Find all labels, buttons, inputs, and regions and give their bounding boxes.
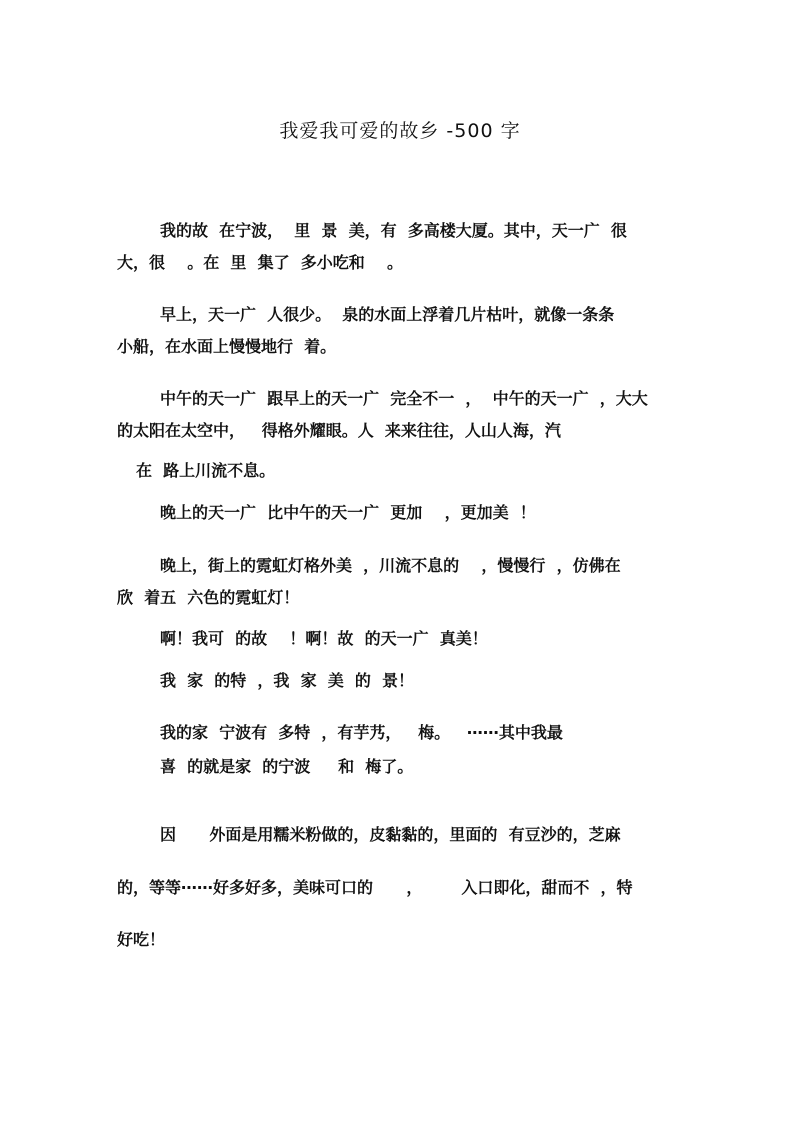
paragraph-line: 大，很 。在 里 集了 多小吃和 。 <box>117 253 403 272</box>
paragraph-line: 晚上的天一广 比中午的天一广 更加 ，更加美 ！ <box>160 503 536 522</box>
paragraph-line: 小船，在水面上慢慢地行 着。 <box>117 337 337 356</box>
paragraph-line: 欣 着五 六色的霓虹灯！ <box>117 588 300 607</box>
document-title: 我爱我可爱的故乡 -500 字 <box>279 120 521 142</box>
paragraph-line: 好吃！ <box>117 930 166 949</box>
paragraph-line: 我的家 宁波有 多特 ，有芋艿， 梅。 ⋯⋯其中我最 <box>160 723 563 742</box>
paragraph-line: 的，等等⋯⋯好多好多，美味可口的 ， 入口即化，甜而不 ，特 <box>117 878 633 897</box>
paragraph-line: 我 家 的特 ，我 家 美 的 景！ <box>160 671 414 690</box>
paragraph-line: 早上，天一广 人很少。 泉的水面上浮着几片枯叶，就像一条条 <box>160 305 615 324</box>
paragraph-line: 晚上，街上的霓虹灯格外美 ，川流不息的 ，慢慢行 ，仿佛在 <box>160 556 621 575</box>
paragraph-line: 喜 的就是家 的宁波 和 梅了。 <box>160 757 414 776</box>
paragraph-line: 因 外面是用糯米粉做的，皮黏黏的，里面的 有豆沙的，芝麻 <box>160 825 621 844</box>
paragraph-line: 我的故 在宁波， 里 景 美，有 多高楼大厦。其中，天一广 很 <box>160 221 627 240</box>
paragraph-line: 中午的天一广 跟早上的天一广 完全不一 ， 中午的天一广 ，大大 <box>160 389 648 408</box>
paragraph-line: 在 路上川流不息。 <box>136 461 276 480</box>
paragraph-line: 啊！我可 的故 ！啊！故 的天一广 真美！ <box>160 629 488 648</box>
paragraph-line: 的太阳在太空中， 得格外耀眼。人 来来往往，人山人海，汽 <box>117 421 561 440</box>
